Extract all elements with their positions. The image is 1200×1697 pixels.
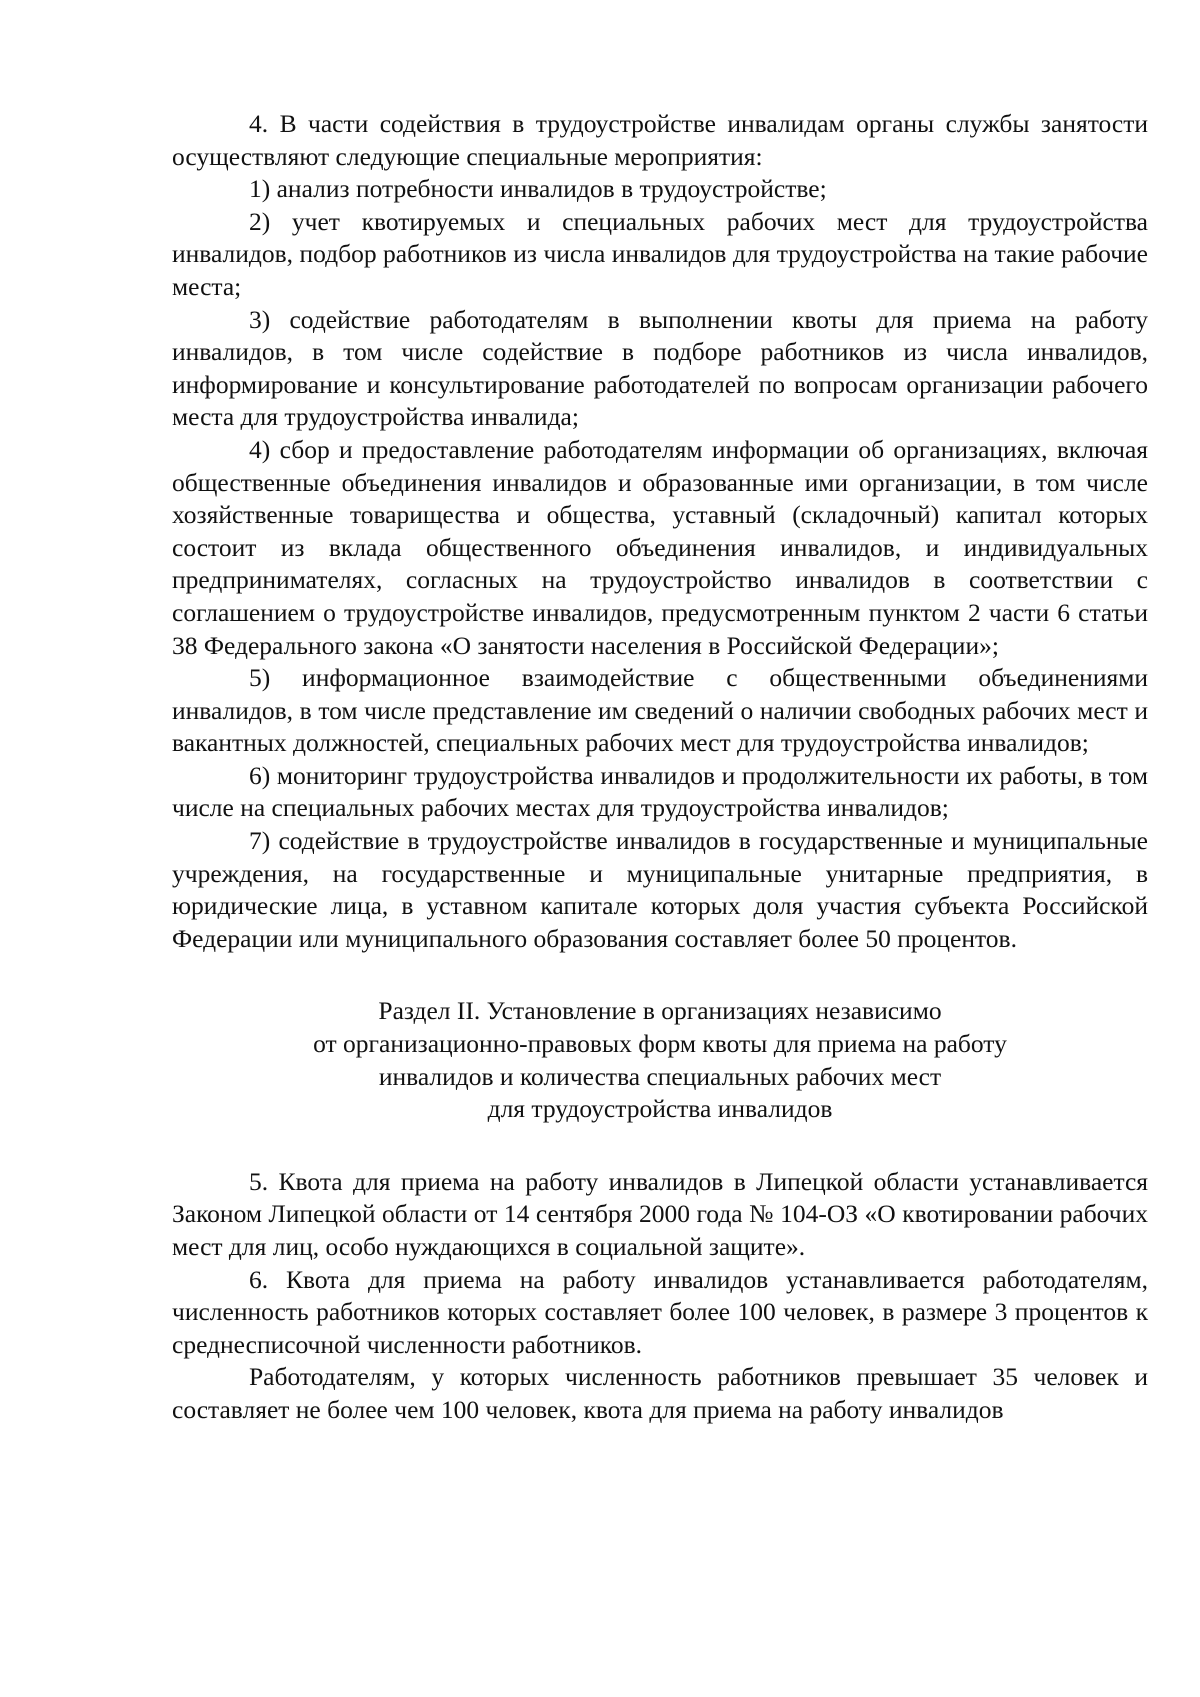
paragraph-5: 5. Квота для приема на работу инвалидов в Липецкой области устанавливается Законом Липецкой области от 14 сентября 2000 года № 104-ОЗ «О квотировании рабочих мест для лиц, особо нуждающихся в социальной защите». (172, 1166, 1148, 1261)
document-page (172, 108, 1148, 1427)
section-heading-line-2: от организационно-правовых форм квоты для приема на работу (313, 1029, 1007, 1059)
section-heading-line-4: для трудоустройства инвалидов (487, 1094, 833, 1124)
section-heading (172, 955, 1148, 1165)
paragraph-4-item-3: 3) содействие работодателям в выполнении квоты для приема на работу инвалидов, в том числе содействие в подборе работников из числа инвалидов, информирование и консультирование работодателей по вопросам организации рабочего места для трудоустройства инвалида; (172, 304, 1148, 432)
paragraph-4-item-7: 7) содействие в трудоустройстве инвалидов в государственные и муниципальные учреждения, на государственные и муниципальные унитарные предприятия, в юридические лица, в уставном капитале которых доля участия субъекта Российской Федерации или муниципального образования составляет более 50 процентов. (172, 826, 1148, 953)
paragraph-4-item-6: 6) мониторинг трудоустройства инвалидов и продолжительности их работы, в том числе на специальных рабочих местах для трудоустройства инвалидов; (172, 760, 1148, 823)
paragraph-4: 4. В части содействия в трудоустройстве инвалидам органы службы занятости осуществляют следующие специальные мероприятия: (172, 109, 1148, 171)
paragraph-4-item-5: 5) информационное взаимодействие с общественными объединениями инвалидов, в том числе представление им сведений о наличии свободных рабочих мест и вакантных должностей, специальных рабочих мест для трудоустройства инвалидов; (172, 663, 1148, 758)
paragraph-4-item-1: 1) анализ потребности инвалидов в трудоустройстве; (249, 174, 827, 204)
paragraph-6: 6. Квота для приема на работу инвалидов устанавливается работодателям, численность работников которых составляет более 100 человек, в размере 3 процентов к среднесписочной численности работников. (172, 1264, 1148, 1359)
section-heading-line-3: инвалидов и количества специальных рабочих мест (378, 1061, 942, 1091)
paragraph-4-item-2: 2) учет квотируемых и специальных рабочих мест для трудоустройства инвалидов, подбор работников из числа инвалидов для трудоустройства на такие рабочие места; (172, 206, 1148, 301)
paragraph-4-item-4: 4) сбор и предоставление работодателям информации об организациях, включая общественные объединения инвалидов и образованные ими организации, в том числе хозяйственные товарищества и общества, уставный (складочный) капитал которых состоит из вклада общественного объединения инвалидов, и индивидуальных предпринимателях, согласных на трудоустройство инвалидов в соответствии с соглашением о трудоустройстве инвалидов, предусмотренным пунктом 2 части 6 статьи 38 Федерального закона «О занятости населения в Российской Федерации»; (172, 434, 1148, 660)
section-heading-line-1: Раздел II. Установление в организациях независимо (378, 996, 942, 1026)
paragraph-6-continued: Работодателям, у которых численность работников превышает 35 человек и составляет не более чем 100 человек, квота для приема на работу инвалидов (172, 1362, 1148, 1424)
